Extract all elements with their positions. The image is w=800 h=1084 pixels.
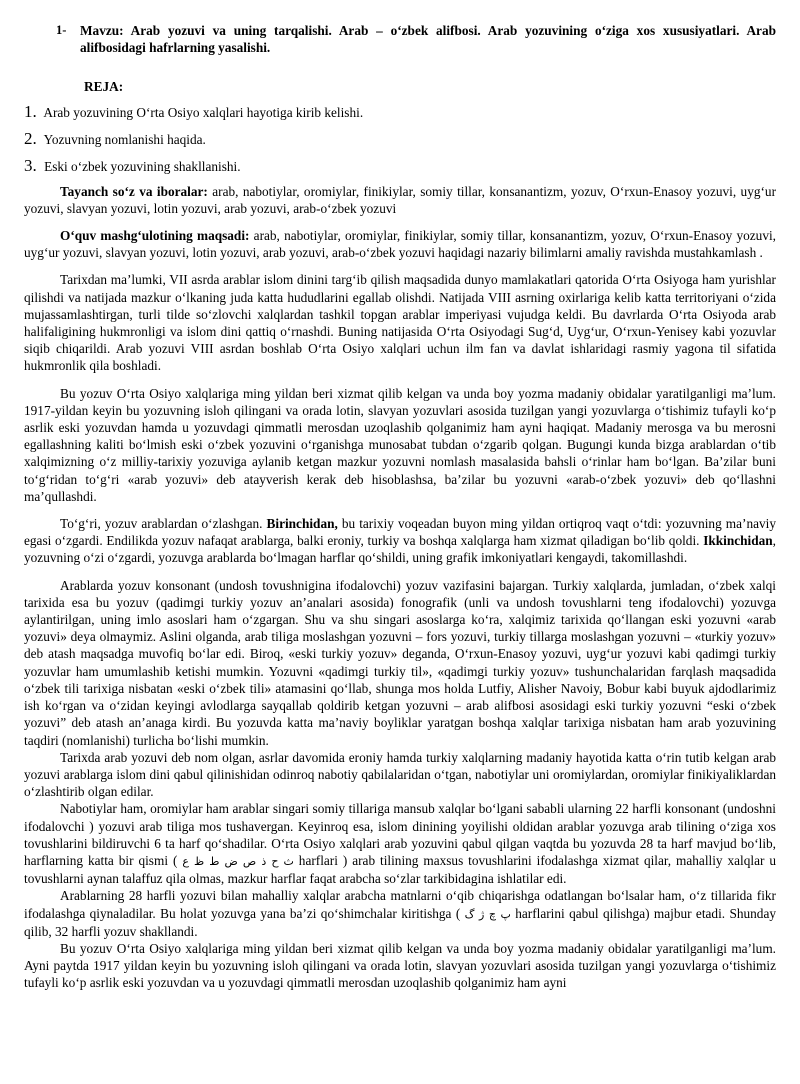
plan-item-number: 2. — [24, 128, 37, 148]
plan-item-text: Yozuvning nomlanishi haqida. — [43, 131, 206, 147]
plan-heading: REJA: — [84, 79, 124, 95]
body-paragraph-2: Bu yozuv O‘rta Osiyo xalqlariga ming yildan beri xizmat qilib kelgan va unda boy yozma madaniy obidalar yaratilganligi ma’lum. 1917-yildan keyin bu yozuvning isloh qilingani va orada lotin, slavyan yozuvlari asosida tuzilgan yangi yozuvlarga o‘tishimiz tufayli ko‘p asrlik eski yozuvdan hamda u yozuvdagi qimmatli merosdan uzoqlashib qolganimiz ham ayni haqiqat. Madaniy merosga va bu merosni egallashning kaliti bo‘lmish eski o‘zbek yozuvini o‘rganishga munosabat tubdan o‘zgarib qolgan. Bugungi kunda bizga arablardan o‘tib xalqimizning o‘z milliy-tarixiy yozuviga aylanib ketgan mazkur yozuvni nomlash masalasida bahsli o‘rinlar ham bo‘lgan. Ba’zilar buni to‘g‘ridan to‘g‘ri «arab yozuvi» deb atayverish kerak deb hisoblashsa, ba’zilar bu yozuvni «arab-o‘zbek yozuvi» deb qo‘llashni ma’qullashdi. — [24, 385, 776, 504]
plan-item-text: Eski o‘zbek yozuvining shakllanishi. — [44, 158, 241, 174]
plan-list — [24, 102, 776, 177]
text-run: , yozuvning o‘zi o‘zgardi, yozuvga arablarda bo‘lmagan harflar qo‘shildi, uning grafik imkoniyatlari kengaydi, takomillashdi. — [24, 533, 776, 566]
text-run: harflari ) arab tilining maxsus tovushlarini ifodalashga xizmat qilar, mahalliy xalqlar u tovushlarni aynan talaffuz qila olmas, mazkur harflar faqat arabcha so‘zlar tarkibidagina ishlatilar edi. — [24, 852, 776, 887]
goal-paragraph — [24, 227, 776, 261]
bold-run: Birinchidan, — [266, 516, 338, 532]
topic-number: 1- — [56, 23, 67, 37]
plan-item-text: Arab yozuvining O‘rta Osiyo xalqlari hayotiga kirib kelishi. — [43, 104, 364, 120]
arabic-letters: ث ح ذ ص ض ط ظ ع — [182, 854, 294, 868]
text-run: Arablarning 28 harfli yozuvi bilan mahalliy xalqlar arabcha matnlarni o‘qib chiqarishga odatlangan bo‘lsalar ham, o‘z tillarida fikr ifodalashga qiynaladilar. Bu holat yozuvga yana ba’zi qo‘shimchalar kiritishga ( — [24, 888, 776, 921]
text-run: Nabotiylar ham, oromiylar ham arablar singari somiy tillariga mansub xalqlar bo‘lgani sababli ularning 22 harfli konsonant (undoshni ifodalovchi ) yozuvi arab tiliga mos tushavergan. Keyinroq esa, islom dinining yoyilishi oldidan arablar yozuvga arab tilining o‘ziga xos tovushlarini bildiruvchi 6 ta harf qo‘shadilar. O‘rta Osiyo xalqlari arab yozuvini qabul qilgan vaqtda bu yozuvda 28 ta harf mavjud bo‘lib, harflarning katta bir qismi ( — [24, 801, 776, 868]
plan-item — [24, 156, 776, 177]
plan-item-number: 1. — [24, 101, 37, 121]
body-paragraph-1: Tarixdan ma’lumki, VII asrda arablar islom dinini targ‘ib qilish maqsadida dunyo mamlakatlari qatorida O‘rta Osiyoga ham yurishlar qilishdi va natijada mazkur o‘lkaning juda katta hududlarini egallab olishdi. Natijada VIII asrning oxirlariga kelib katta territoriyani o‘zida mujassamlashtirgan, turli tilde so‘zlovchi xalqlardan tashkil topgan arablar imperiyasi vujudga keldi. Bu davrlarda O‘rta Osiyoda arab halifaligining hukmronligi va islom dini qattiq o‘rnashdi. Buning natijasida O‘rta Osiyodagi Sug‘d, Uyg‘ur, O‘rxun-Yenisey kabi yozuvlar siqib chiqarildi. Arab yozuvi VIII asrdan boshlab O‘rta Osiyo xalqlari uchun ilm fan va davlat ishlaridagi rasmiy yagona til sifatida hukmronlik qila boshladi. — [24, 272, 776, 374]
goal-text: arab, nabotiylar, oromiylar, finikiylar, somiy tillar, konsanantizm, yozuv, O‘rxun-Enasoy yozuvi, uyg‘ur yozuvi, slavyan yozuvi, lotin yozuvi, arab yozuvi, arab-o‘zbek yozuvi haqidagi nazariy bilimlarni amaliy ravishda mustahkamlash . — [24, 228, 776, 261]
body-paragraph-8: Bu yozuv O‘rta Osiyo xalqlariga ming yildan beri xizmat qilib kelgan va unda boy yozma madaniy obidalar yaratilganligi ma’lum. Ayni paytda 1917 yildan keyin bu yozuvning isloh qilingani va orada lotin, slavyan yozuvlari asosida tuzilgan yangi yozuvlarga o‘tishimiz tufayli ko‘p asrlik eski yozuvdan va u yozuvdagi qimmatli merosdan uzoqlashib qolganimiz ham ayni — [24, 940, 776, 991]
keywords-text: arab, nabotiylar, oromiylar, finikiylar, somiy tillar, konsanantizm, yozuv, O‘rxun-Enasoy yozuvi, uyg‘ur yozuvi, slavyan yozuvi, lotin yozuvi, arab yozuvi, arab-o‘zbek yozuvi — [24, 183, 776, 216]
bold-run: Ikkinchidan — [703, 533, 773, 549]
topic-heading — [56, 22, 776, 56]
body-paragraph-6 — [24, 800, 776, 887]
goal-label: O‘quv mashg‘ulotining maqsadi: — [60, 228, 250, 244]
text-run: harflarini qabul qilishga) majbur etadi. Shunday qilib, 32 harfli yozuv shakllandi. — [24, 905, 777, 939]
text-run: bu tarixiy voqeadan buyon ming yildan ortiqroq vaqt o‘tdi: yozuvning ma’naviy egasi o‘zgardi. Endilikda yozuv nafaqat arablarga, balki eroniy, turkiy va boshqa xalqlarga ham xizmat qiladigan bo‘lib qoldi. — [24, 516, 776, 549]
topic-title: Mavzu: Arab yozuvi va uning tarqalishi. Arab – o‘zbek alifbosi. Arab yozuvining o‘ziga xos xususiyatlari. Arab alifbosidagi hafrlarning yasalishi. — [80, 23, 776, 56]
keywords-label: Tayanch so‘z va iboralar: — [60, 183, 208, 199]
body-paragraph-5: Tarixda arab yozuvi deb nom olgan, asrlar davomida eroniy hamda turkiy xalqlarning madaniy hayotida katta o‘rin tutib kelgan arab yozuvi arablarga islom dini qabul qilinishidan odinroq nabotiy qabilalaridan o‘tgan, nabotiylar uni oromiylardan, oromiylar finikiyaliklardan o‘zlashtirib olgan edilar. — [24, 749, 776, 800]
plan-item-number: 3. — [24, 155, 37, 175]
body-paragraph-3 — [24, 515, 776, 567]
arabic-letters: پ چ ژ گ — [464, 907, 511, 921]
keywords-paragraph — [24, 183, 776, 217]
plan-item — [24, 129, 776, 150]
text-run: To‘g‘ri, yozuv arablardan o‘zlashgan. — [60, 516, 267, 532]
body-paragraph-4: Arablarda yozuv konsonant (undosh tovushnigina ifodalovchi) yozuv vazifasini bajargan. Turkiy xalqlarda, jumladan, o‘zbek xalqi tarixida esa bu yozuv (qadimgi turkiy yozuv an’analari asosida) fonografik (unli va undosh tovushlarni teng ifodalovchi) yozuvga aylantirilgan, uning imlo asoslari ham o‘zgargan. Shu va shu singari asoslarga ko‘ra, xalqimiz tarixida qo‘llangan eski yozuvni «arab yozuvi» deya olmaymiz. Aslini olganda, arab tiliga moslashgan yozuvni – fors yozuvi, turkiy tillarga moslashgan yozuvni – «turkiy yozuv» deb atash maqsadga muvofiq bo‘lar edi. Biroq, «eski turkiy yozuv» deganda, O‘rxun-Enasoy yozuvi, uyg‘ur yozuvi kabi qadimgi turkiy yozuvlar ham umumlashib ketishi mumkin. Yozuvni «qadimgi turkiy til», «qadimgi turkiy yozuv» tushunchalaridan farqlash maqsadida o‘zbek tili tarixiga nisbatan «eski o‘zbek tili» atamasini qo‘llab, shunga mos holda Lutfiy, Alisher Navoiy, Bobur kabi buyuk ajdodlarimiz ish ko‘rgan va o‘zidan keyingi avlodlarga sayqallab qoldirib ketgan yozuvni – arab alifbosi asosidagi eski turkiy yozuvni “eski o‘zbek yozuvi” deb atash an’anaga kirdi. Bu yozuvda katta ma’naviy boyliklar yaratgan boshqa xalqlar tarixiga nisbatan ham arab yozuvining taqdiri (nomlanishi) turlicha bo‘lishi mumkin. — [24, 577, 776, 748]
body-paragraph-7 — [24, 887, 776, 940]
plan-item — [24, 102, 776, 123]
